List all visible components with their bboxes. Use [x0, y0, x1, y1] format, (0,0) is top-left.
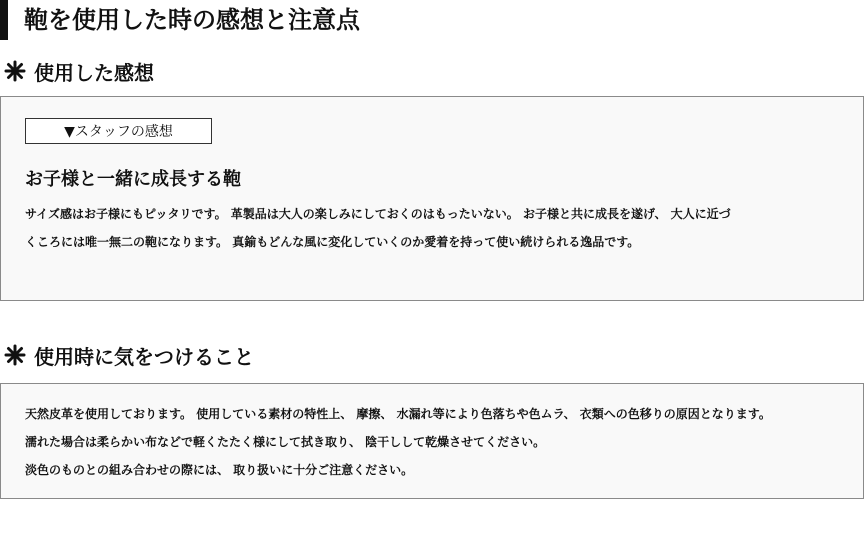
- cautions-box: [0, 383, 864, 499]
- impression-line-1: サイズ感はお子様にもピッタリです。 革製品は大人の楽しみにしておくのはもったいない。 お子様と共に成長を遂げ、 大人に近づ: [25, 207, 731, 221]
- caution-line-1: 天然皮革を使用しております。 使用している素材の特性上、 摩擦、 水漏れ等により色落ちや色ムラ、 衣類への色移りの原因となります。: [25, 407, 771, 421]
- section-heading-text: 使用した感想: [34, 60, 154, 85]
- impression-line-2: くころには唯一無二の鞄になります。 真鍮もどんな風に変化していくのか愛着を持って使い続けられる逸品です。: [25, 235, 640, 249]
- impression-subheading: お子様と一緒に成長する鞄: [25, 169, 241, 190]
- section-heading-cautions: [4, 340, 254, 370]
- section-heading-text: 使用時に気をつけること: [34, 344, 254, 369]
- caution-line-2: 濡れた場合は柔らかい布などで軽くたたく様にして拭き取り、 陰干しして乾燥させてください。: [25, 435, 546, 449]
- section-heading-impressions: [4, 56, 154, 86]
- page-title: [0, 0, 360, 40]
- star-burst-icon: [4, 344, 26, 366]
- star-burst-icon: [4, 60, 26, 82]
- staff-impression-tag: ▼スタッフの感想: [25, 118, 212, 144]
- caution-line-3: 淡色のものとの組み合わせの際には、 取り扱いに十分ご注意ください。: [25, 463, 414, 477]
- impressions-box: [0, 96, 864, 301]
- title-accent-bar: [0, 0, 8, 40]
- page-title-text: 鞄を使用した時の感想と注意点: [24, 6, 360, 34]
